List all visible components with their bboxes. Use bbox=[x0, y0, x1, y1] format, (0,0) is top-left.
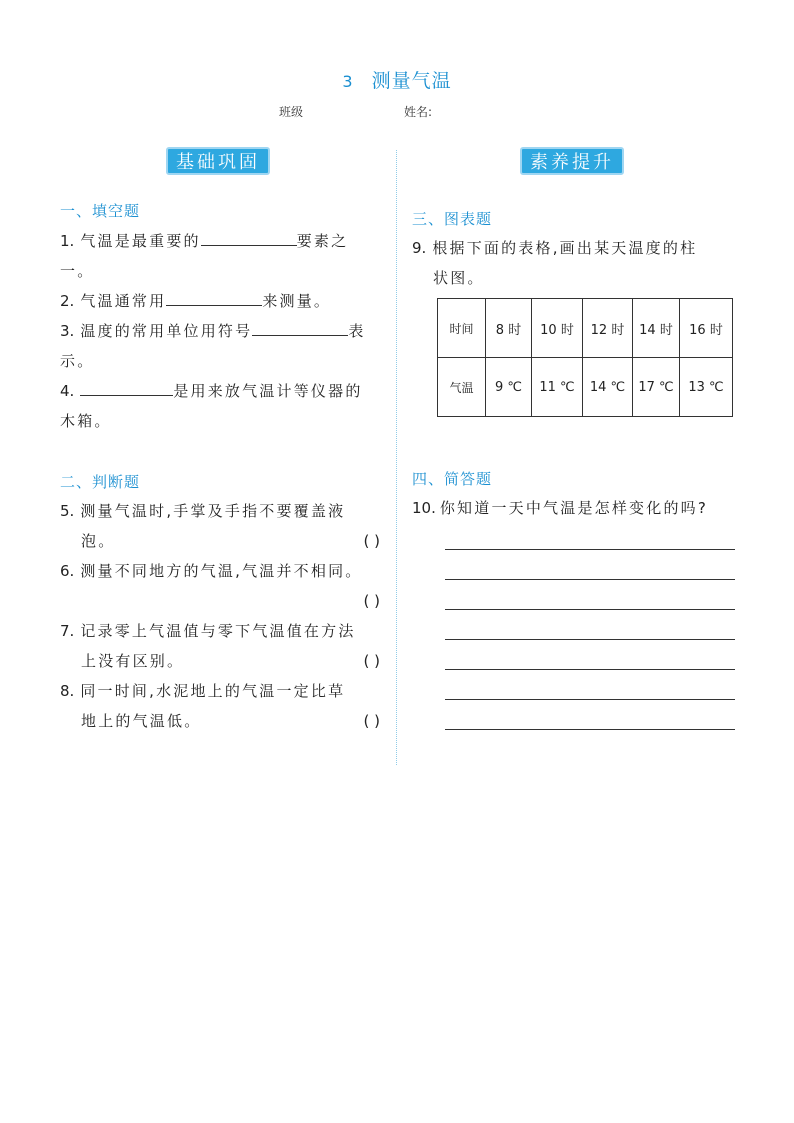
question-text: 要素之 bbox=[296, 232, 349, 250]
lesson-title: 测量气温 bbox=[371, 70, 452, 92]
question-9 bbox=[412, 233, 742, 293]
table-header-cell: 气温 bbox=[438, 358, 486, 417]
table-cell: 11 ℃ bbox=[532, 358, 583, 417]
question-number: 7. bbox=[60, 622, 75, 640]
question-text: 一。 bbox=[60, 262, 95, 280]
question-number: 8. bbox=[60, 682, 75, 700]
table-row bbox=[438, 299, 733, 358]
table-cell: 10 时 bbox=[532, 299, 583, 358]
question-text: 表 bbox=[348, 322, 366, 340]
question-number: 10. bbox=[412, 499, 436, 517]
answer-blank[interactable] bbox=[166, 288, 262, 306]
table-cell: 17 ℃ bbox=[633, 358, 680, 417]
question-text: 上没有区别。 bbox=[81, 652, 185, 670]
question-text: 示。 bbox=[60, 352, 95, 370]
section-chart: 三、图表题 bbox=[412, 210, 493, 228]
answer-line[interactable] bbox=[445, 639, 735, 640]
section-true-false: 二、判断题 bbox=[60, 473, 141, 491]
answer-line[interactable] bbox=[445, 579, 735, 580]
page-title bbox=[0, 66, 794, 93]
question-text: 气温通常用 bbox=[80, 292, 167, 310]
question-number: 2. bbox=[60, 292, 75, 310]
answer-line[interactable] bbox=[445, 609, 735, 610]
question-6 bbox=[60, 556, 380, 616]
table-cell: 8 时 bbox=[486, 299, 532, 358]
question-text: 木箱。 bbox=[60, 412, 112, 430]
question-5 bbox=[60, 496, 380, 556]
question-text: 来测量。 bbox=[262, 292, 332, 310]
question-text: 测量不同地方的气温,气温并不相同。 bbox=[80, 562, 363, 580]
table-cell: 9 ℃ bbox=[486, 358, 532, 417]
table-cell: 13 ℃ bbox=[680, 358, 733, 417]
question-number: 5. bbox=[60, 502, 75, 520]
section-short-answer: 四、简答题 bbox=[412, 470, 493, 488]
question-text: 同一时间,水泥地上的气温一定比草 bbox=[80, 682, 346, 700]
question-text: 温度的常用单位用符号 bbox=[80, 322, 253, 340]
question-number: 3. bbox=[60, 322, 75, 340]
lesson-number: 3 bbox=[342, 72, 354, 91]
answer-line[interactable] bbox=[445, 699, 735, 700]
answer-line[interactable] bbox=[445, 669, 735, 670]
question-2 bbox=[60, 286, 380, 316]
answer-blank[interactable] bbox=[201, 228, 297, 246]
question-text: 地上的气温低。 bbox=[81, 712, 202, 730]
table-cell: 16 时 bbox=[680, 299, 733, 358]
question-text: 气温是最重要的 bbox=[80, 232, 201, 250]
question-text: 记录零上气温值与零下气温值在方法 bbox=[80, 622, 356, 640]
section-fill-blank: 一、填空题 bbox=[60, 202, 141, 220]
question-text: 你知道一天中气温是怎样变化的吗? bbox=[439, 499, 709, 517]
question-number: 9. bbox=[412, 239, 427, 257]
table-header-cell: 时间 bbox=[438, 299, 486, 358]
question-number: 1. bbox=[60, 232, 75, 250]
question-number: 6. bbox=[60, 562, 75, 580]
question-number: 4. bbox=[60, 382, 75, 400]
question-7 bbox=[60, 616, 380, 676]
question-1 bbox=[60, 226, 380, 286]
column-divider bbox=[396, 150, 397, 765]
answer-parentheses[interactable]: ( ) bbox=[363, 712, 380, 730]
question-10 bbox=[412, 493, 752, 523]
answer-parentheses[interactable]: ( ) bbox=[363, 652, 380, 670]
name-label: 姓名: bbox=[404, 105, 433, 119]
question-text: 泡。 bbox=[81, 532, 116, 550]
question-text: 是用来放气温计等仪器的 bbox=[173, 382, 363, 400]
question-8 bbox=[60, 676, 380, 736]
table-cell: 12 时 bbox=[583, 299, 633, 358]
answer-parentheses[interactable]: ( ) bbox=[363, 592, 380, 610]
temperature-table bbox=[437, 298, 733, 417]
question-text: 测量气温时,手掌及手指不要覆盖液 bbox=[80, 502, 346, 520]
badge-advanced: 素养提升 bbox=[520, 147, 624, 175]
question-text: 状图。 bbox=[433, 269, 485, 287]
answer-parentheses[interactable]: ( ) bbox=[363, 532, 380, 550]
table-cell: 14 时 bbox=[633, 299, 680, 358]
answer-blank[interactable] bbox=[252, 318, 348, 336]
table-row bbox=[438, 358, 733, 417]
question-text: 根据下面的表格,画出某天温度的柱 bbox=[432, 239, 698, 257]
question-4 bbox=[60, 376, 380, 436]
answer-blank[interactable] bbox=[80, 378, 173, 396]
question-3 bbox=[60, 316, 380, 376]
table-cell: 14 ℃ bbox=[583, 358, 633, 417]
answer-line[interactable] bbox=[445, 549, 735, 550]
answer-line[interactable] bbox=[445, 729, 735, 730]
class-label: 班级 bbox=[279, 105, 304, 119]
badge-basic: 基础巩固 bbox=[166, 147, 270, 175]
